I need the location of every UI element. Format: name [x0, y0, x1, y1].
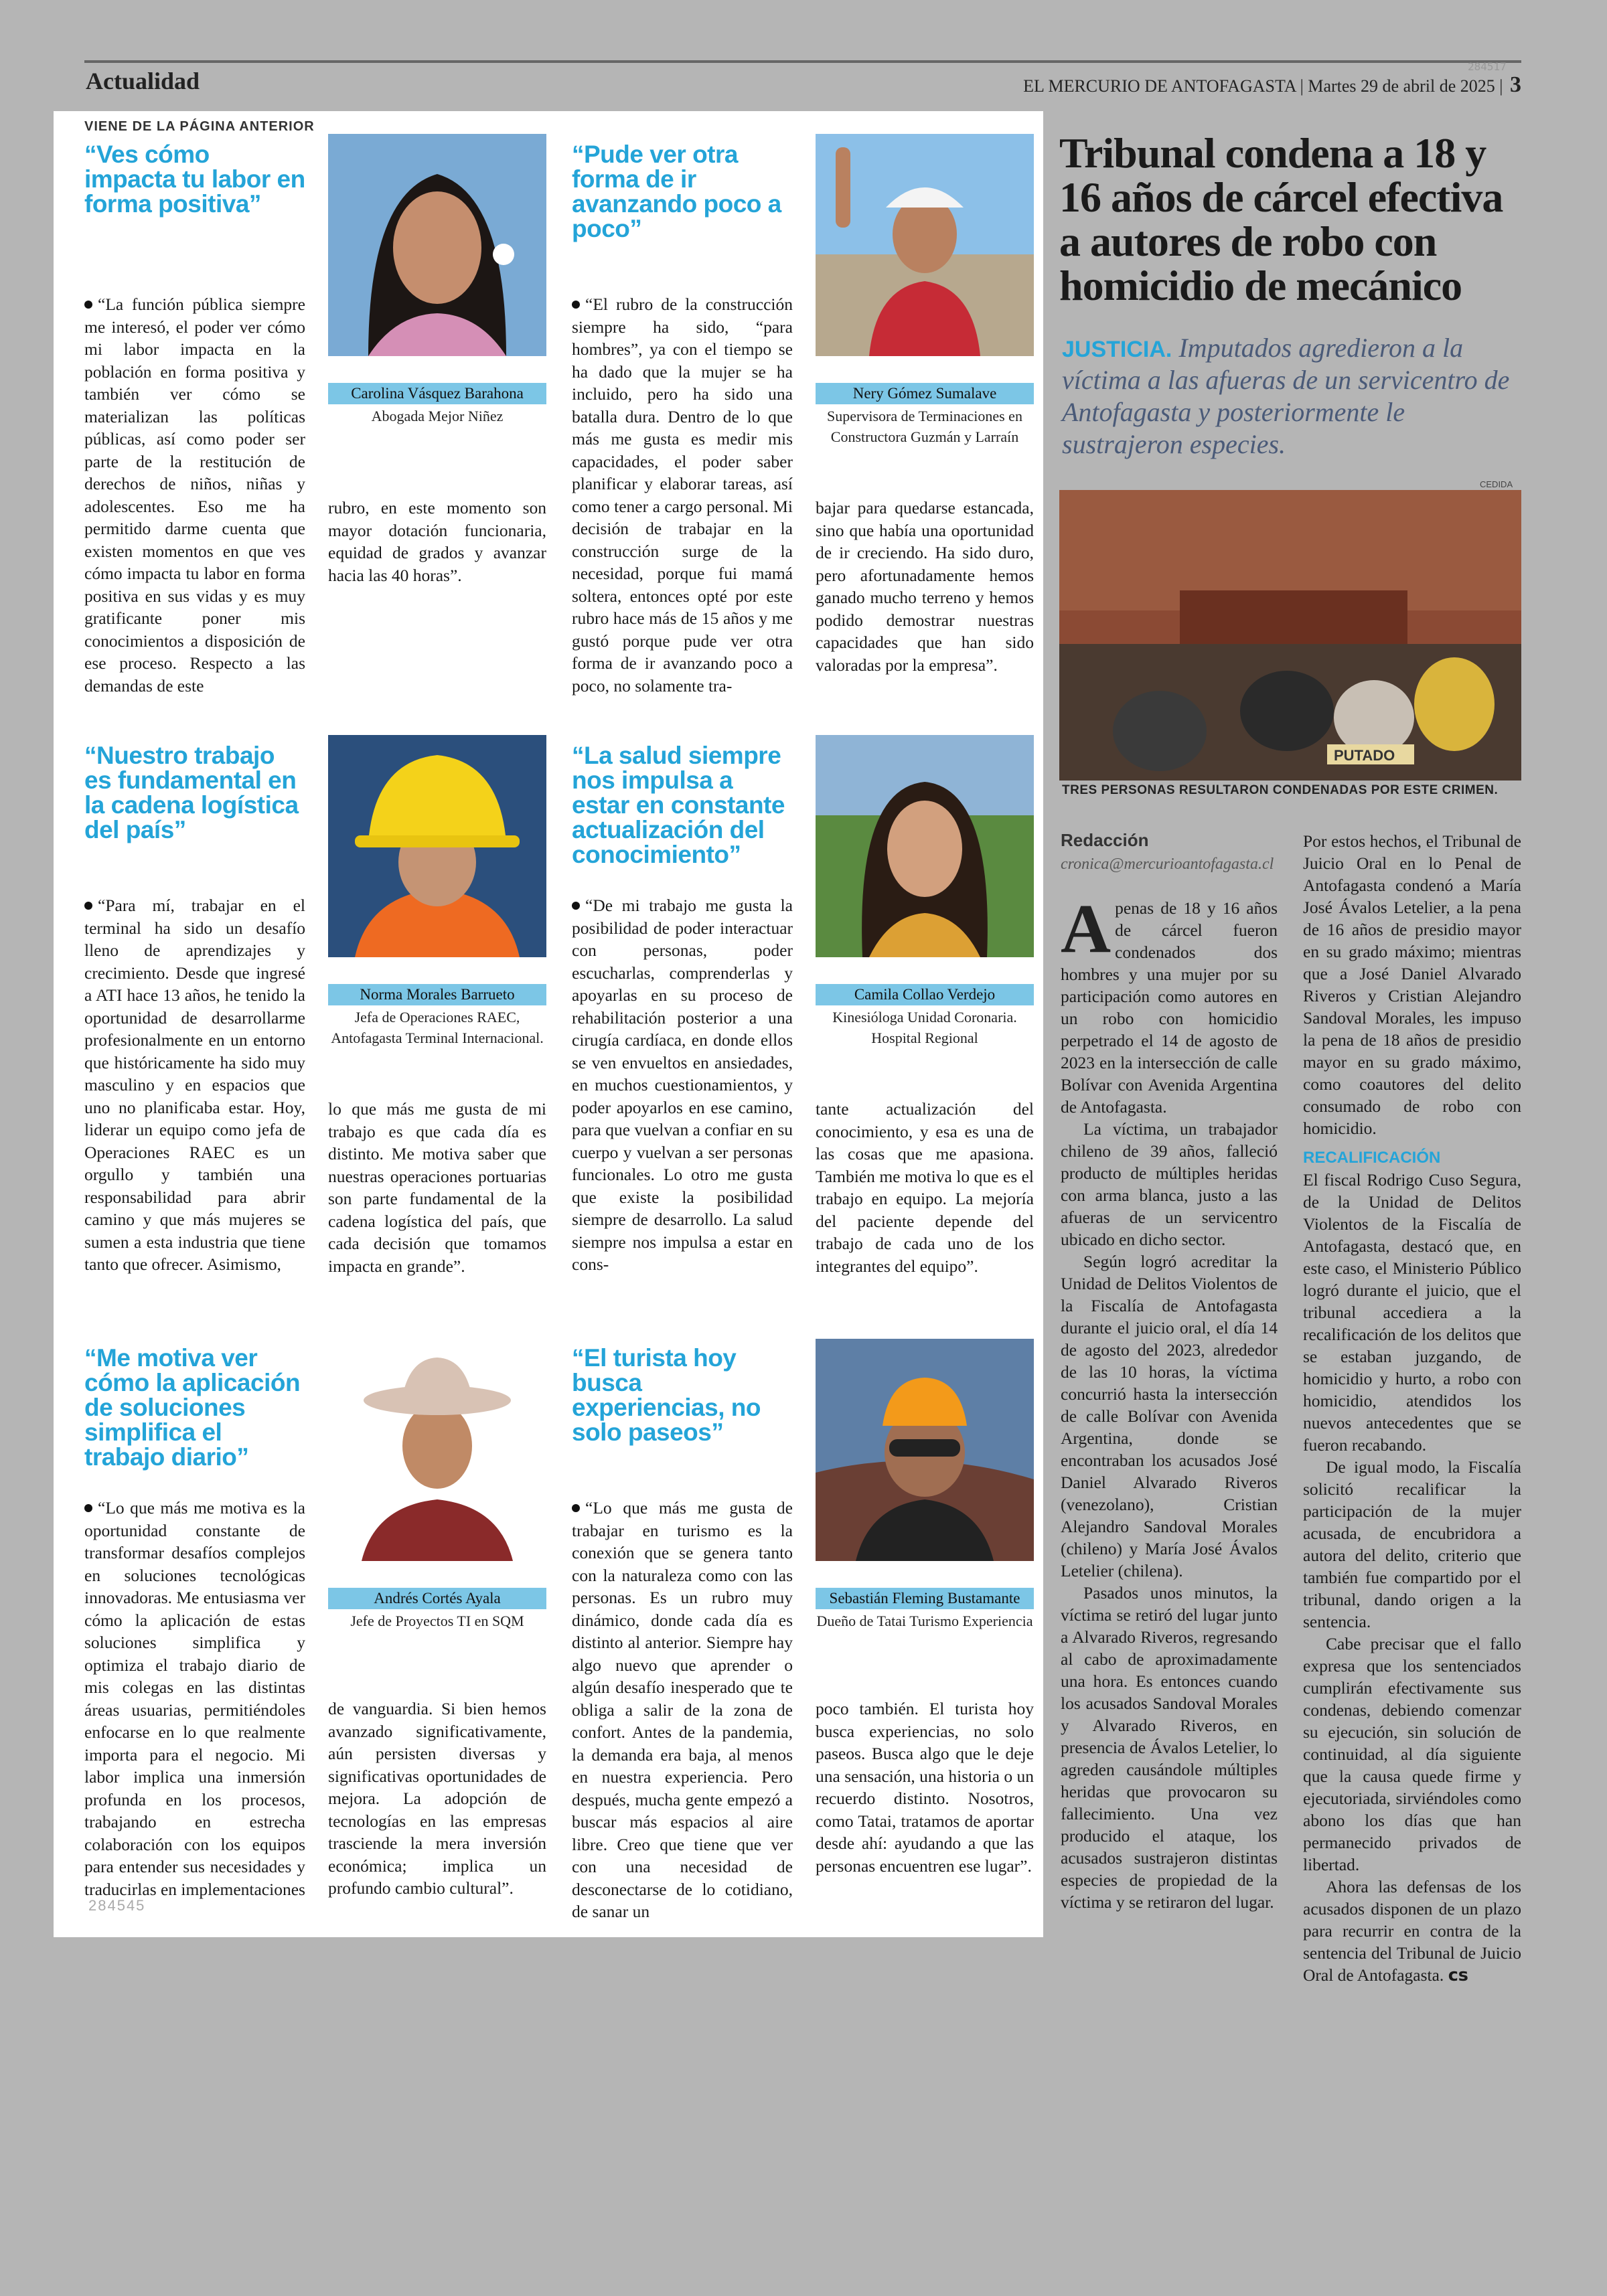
profile-text-1: “El rubro de la construcción siempre ha sido, “para hombres”, ya con el tiempo se ha dado que la mujer se ha incluido, pero ha sido una batalla dura. Dentro de lo que más me gusta es medir mis capacidades, el poder saber planificar y elaborar tareas, así como tener a cargo personal. Mi decisión de trabajar en la construcción surge de la necesidad, porque fui mamá soltera, entonces opté por este rubro hace más de 15 años y me gustó porque pude ver otra forma de ir avanzando poco a poco, no solamente tra- [572, 295, 793, 695]
profile-role: Kinesióloga Unidad Coronaria. Hospital Regional [832, 1009, 1017, 1046]
bullet-icon [572, 1504, 580, 1512]
continued-label: VIENE DE LA PÁGINA ANTERIOR [84, 119, 315, 134]
profile-text-2: tante actualización del conocimiento, y esa es una de las cosas que me apasiona. También me motiva lo que es el trabajo en equipo. La mejoría del paciente depende del trabajo de cada uno de los integrantes del equipo”. [816, 1099, 1034, 1276]
profile-text [572, 293, 793, 697]
profile-text-1: “Lo que más me motiva es la oportunidad constante de transformar desafíos complejos en soluciones tecnológicas innovadoras. Me entusiasma ver cómo la aplicación de estas soluciones simplifica y optimiza el trabajo diario de mis colegas en las distintas áreas usuarias, permitiéndoles enfocarse en lo que realmente importa para el negocio. Mi labor implica una inmersión profunda en los procesos, trabajando en estrecha colaboración con los equipos para entender sus necesidades y traducirlas en implementaciones [84, 1498, 305, 1899]
portrait-photo [328, 1339, 546, 1561]
bullet-icon [84, 1504, 92, 1512]
portrait-photo [816, 1339, 1034, 1561]
article-col-1 [1061, 890, 1278, 1913]
courtroom-photo [1059, 490, 1521, 781]
ad-code: 284545 [88, 1897, 146, 1914]
profile-name: Nery Gómez Sumalave [816, 383, 1034, 404]
profile-text-2: rubro, en este momento son mayor dotación funcionaria, equidad de grados y avanzar hacia las 40 horas”. [328, 498, 546, 585]
profile-role: Jefe de Proyectos TI en SQM [350, 1613, 524, 1629]
profile-text [572, 1497, 793, 1923]
portrait-illustration [328, 1339, 546, 1561]
article-paragraph: El fiscal Rodrigo Cuso Segura, de la Unidad de Delitos Violentos de la Fiscalía de Antofagasta, destacó que, en este caso, el Ministerio Público logró durante el juicio, que el tribunal accediera a la recalificación de los delitos que se estaban juzgando, de homicidio y hurto, a robo con homicidio, atendidos los nuevos antecedentes que se fueron recabando. [1303, 1170, 1521, 1455]
courtroom-illustration [1059, 490, 1521, 781]
profile-quote: “Nuestro trabajo es fundamental en la cadena logística del país” [84, 742, 299, 843]
profile-name: Andrés Cortés Ayala [328, 1588, 546, 1609]
byline: Redacción [1061, 830, 1149, 850]
header-code: 284517 [1468, 60, 1507, 73]
profile-text [84, 293, 305, 697]
article-paragraph [1303, 1876, 1521, 1987]
profile-text-1: “Para mí, trabajar en el terminal ha sido un desafío lleno de aprendizajes y crecimiento. Desde que ingresé a ATI hace 13 años, he tenido la oportunidad de desarrollarme profesionalmente en un entorno que históricamente ha sido muy masculino y en espacios que uno no planificaba estar. Hoy, liderar un equipo como jefa de Operaciones RAEC es un orgullo y también una responsabilidad para abrir camino y que más mujeres se sumen a esta industria que tiene tanto que ofrecer. Asimismo, [84, 896, 305, 1274]
article-deck [1062, 332, 1517, 461]
masthead-info [1023, 72, 1521, 98]
article-paragraph: penas de 18 y 16 años de cárcel fueron condenados dos hombres y una mujer por su participación como autores en un robo con homicidio perpetrado el 14 de agosto de 2023 en la intersección de calle Bolívar con Avenida Argentina de Antofagasta. [1061, 898, 1278, 1117]
article-paragraph: De igual modo, la Fiscalía solicitó recalificar la participación de la mujer acusada, de encubridora a autora del delito, criterio que también fue compartido por el tribunal, dando origen a la sentencia. [1303, 1457, 1521, 1631]
separator: | [1296, 76, 1308, 96]
article-col-2 [1303, 830, 1521, 1139]
drop-cap: A [1061, 890, 1112, 967]
profile-quote: “Pude ver otra forma de ir avanzando poco a poco” [572, 141, 781, 242]
portrait-illustration [816, 1339, 1034, 1561]
profile-text [84, 1497, 305, 1900]
bullet-icon [572, 301, 580, 309]
portrait-illustration [816, 735, 1034, 957]
portrait-photo [816, 134, 1034, 356]
profile-quote: “Me motiva ver cómo la aplicación de soluciones simplifica el trabajo diario” [84, 1344, 301, 1471]
profile-text-1: “De mi trabajo me gusta la posibilidad de poder interactuar con personas, poder escucharlas, comprenderlas y apoyarlas en su proceso de rehabilitación posterior a una cirugía cardíaca, en donde ellos se ven envueltos en ansiedades, en muchos cuestionamientos, y poder apoyarlos en ese camino, para que vuelvan a confiar en su cuerpo y vuelvan a ser personas funcionales. Lo otro me gusta que existe la posibilidad siempre de desarrollo. La salud siempre nos impulsa a estar en cons- [572, 896, 793, 1274]
profile-text-2: lo que más me gusta de mi trabajo es que cada día es distinto. Me motiva saber que nuestras operaciones portuarias son parte fundamental de la cadena logística del país, que cada decisión que tomamos impacta en grande”. [328, 1099, 546, 1276]
portrait-photo [816, 735, 1034, 957]
portrait-illustration [816, 134, 1034, 356]
profile-name: Carolina Vásquez Barahona [328, 383, 546, 404]
profile-text-1: “La función pública siempre me interesó, el poder ver cómo mi labor impacta en la población en forma positiva y también ver cómo se materializan las políticas públicas, así como poder ser parte de la restitución de derechos de niños, niñas y adolescentes. Eso me ha permitido darme cuenta que existen momentos en que ves cómo impacta tu labor en forma positiva en sus vidas y es muy gratificante poner mis conocimientos a disposición de ese proceso. Respecto a las demandas de este [84, 295, 305, 695]
profile-text-2: bajar para quedarse estancada, sino que había una oportunidad de ir creciendo. Ha sido duro, pero afortunadamente hemos ganado mucho terreno y hemos podido demostrar nuestras capacidades que han sido valoradas por la empresa”. [816, 498, 1034, 675]
portrait-photo [328, 735, 546, 957]
article-col-2b [1303, 1142, 1521, 1987]
profile-role: Supervisora de Terminaciones en Constructora Guzmán y Larraín [827, 408, 1022, 445]
profile-name: Norma Morales Barrueto [328, 984, 546, 1005]
portrait-illustration [328, 735, 546, 957]
end-mark-icon: cs [1448, 1965, 1468, 1985]
profile-role: Dueño de Tatai Turismo Experiencia [816, 1613, 1033, 1629]
profile-text-2: de vanguardia. Si bien hemos avanzado significativamente, aún persisten diversas y significativas oportunidades de mejora. La adopción de tecnologías en las empresas trasciende la mera inversión económica; implica un profundo cambio cultural”. [328, 1699, 546, 1898]
profile-role: Jefa de Operaciones RAEC, Antofagasta Terminal Internacional. [331, 1009, 544, 1046]
photo-credit: CEDIDA [1480, 479, 1513, 489]
byline-email: cronica@mercurioantofagasta.cl [1061, 855, 1274, 873]
article-paragraph: Según logró acreditar la Unidad de Delitos Violentos de la Fiscalía de Antofagasta durante el juicio oral, el día 14 de agosto del 2023, alrededor de las 10 horas, la víctima concurrió hasta la intersección de calle Bolívar con Avenida Argentina, donde se encontraban los acusados José Daniel Alvarado Riveros (venezolano), Cristian Alejandro Sandoval Morales (chileno) y María José Ávalos Letelier (chilena). [1061, 1252, 1278, 1580]
subhead: RECALIFICACIÓN [1303, 1149, 1441, 1167]
photo-caption: TRES PERSONAS RESULTARON CONDENADAS POR ESTE CRIMEN. [1062, 783, 1499, 797]
portrait-photo [328, 134, 546, 356]
profile-text [572, 894, 793, 1276]
profile-name: Sebastián Fleming Bustamante [816, 1588, 1034, 1609]
article-paragraph: La víctima, un trabajador chileno de 39 años, falleció producto de múltiples heridas con arma blanca, justo a las afueras de un servicentro ubicado en dicho sector. [1061, 1119, 1278, 1249]
deck-text: Imputados agredieron a la víctima a las afueras de un servicentro de Antofagasta y posteriormente le sustrajeron especies. [1062, 333, 1510, 459]
section-label: Actualidad [86, 68, 200, 94]
page-header [84, 60, 1521, 114]
profile-text [84, 894, 305, 1276]
profile-role: Abogada Mejor Niñez [371, 408, 504, 424]
profile-name: Camila Collao Verdejo [816, 984, 1034, 1005]
article-headline: Tribunal condena a 18 y 16 años de cárcel efectiva a autores de robo con homicidio de mecánico [1059, 129, 1503, 309]
bullet-icon [572, 902, 580, 910]
paper-name: EL MERCURIO DE ANTOFAGASTA [1023, 76, 1296, 96]
bullet-icon [84, 902, 92, 910]
portrait-illustration [328, 134, 546, 356]
profile-quote: “Ves cómo impacta tu labor en forma positiva” [84, 141, 305, 218]
bullet-icon [84, 301, 92, 309]
article-paragraph-continued: Por estos hechos, el Tribunal de Juicio Oral en lo Penal de Antofagasta condenó a María José Ávalos Letelier, a la pena de 16 años de presidio mayor en su grado máximo; mientras que a José Daniel Alvarado Riveros y Cristian Alejandro Sandoval Morales, les impuso la pena de 18 años de presidio mayor en su grado máximo, como coautores del delito consumado de robo con homicidio. [1303, 831, 1521, 1138]
article-paragraph: Cabe precisar que el fallo expresa que los sentenciados cumplirán efectivamente sus condenas, debiendo comenzar su ejecución, sin solución de continuidad, al día siguiente que la causa quede firme y ejecutoriada, sirviéndoles como abono los días que han permanecido privados de libertad. [1303, 1634, 1521, 1874]
profile-quote: “La salud siempre nos impulsa a estar en constante actualización del conocimiento” [572, 742, 785, 868]
issue-date: Martes 29 de abril de 2025 [1308, 76, 1495, 96]
profile-quote: “El turista hoy busca experiencias, no solo paseos” [572, 1344, 761, 1446]
profile-text-2: poco también. El turista hoy busca experiencias, no solo paseos. Busca algo que le deje una sensación, una historia o un recuerdo distinto. Nosotros, como Tatai, tratamos de aportar desde ahí: ayudando a que las personas encuentren ese lugar”. [816, 1699, 1034, 1876]
separator-2: | [1495, 76, 1507, 96]
profile-text-1: “Lo que más me gusta de trabajar en turismo es la conexión que se genera tanto con la naturaleza como con las personas. Es un rubro muy dinámico, donde cada día es distinto al anterior. Siempre hay algo nuevo que aprender o algún desafío inesperado que te obliga a salir de la zona de confort. Antes de la pandemia, la demanda era baja, al menos en nuestra experiencia. Pero después, mucha gente empezó a buscar más espacios al aire libre. Creo que tiene que ver con una necesidad de desconectarse de lo cotidiano, de sanar un [572, 1498, 793, 1921]
article-paragraph: Pasados unos minutos, la víctima se retiró del lugar junto a Alvarado Riveros, regresando al cabo de aproximadamente una hora. Es entonces cuando los acusados Sandoval Morales y Alvarado Riveros, en presencia de Ávalos Letelier, lo agreden causándole múltiples heridas que provocaron su fallecimiento. Una vez producido el ataque, los acusados sustrajeron distintas especies de propiedad de la víctima y se retiraron del lugar. [1061, 1583, 1278, 1912]
article-paragraph-last: Ahora las defensas de los acusados disponen de un plazo para recurrir en contra de la sentencia del Tribunal de Juicio Oral de Antofagasta. [1303, 1877, 1521, 1985]
vest-label: PUTADO [1334, 747, 1395, 764]
page-number: 3 [1510, 72, 1521, 97]
section-tag: JUSTICIA. [1062, 337, 1172, 362]
